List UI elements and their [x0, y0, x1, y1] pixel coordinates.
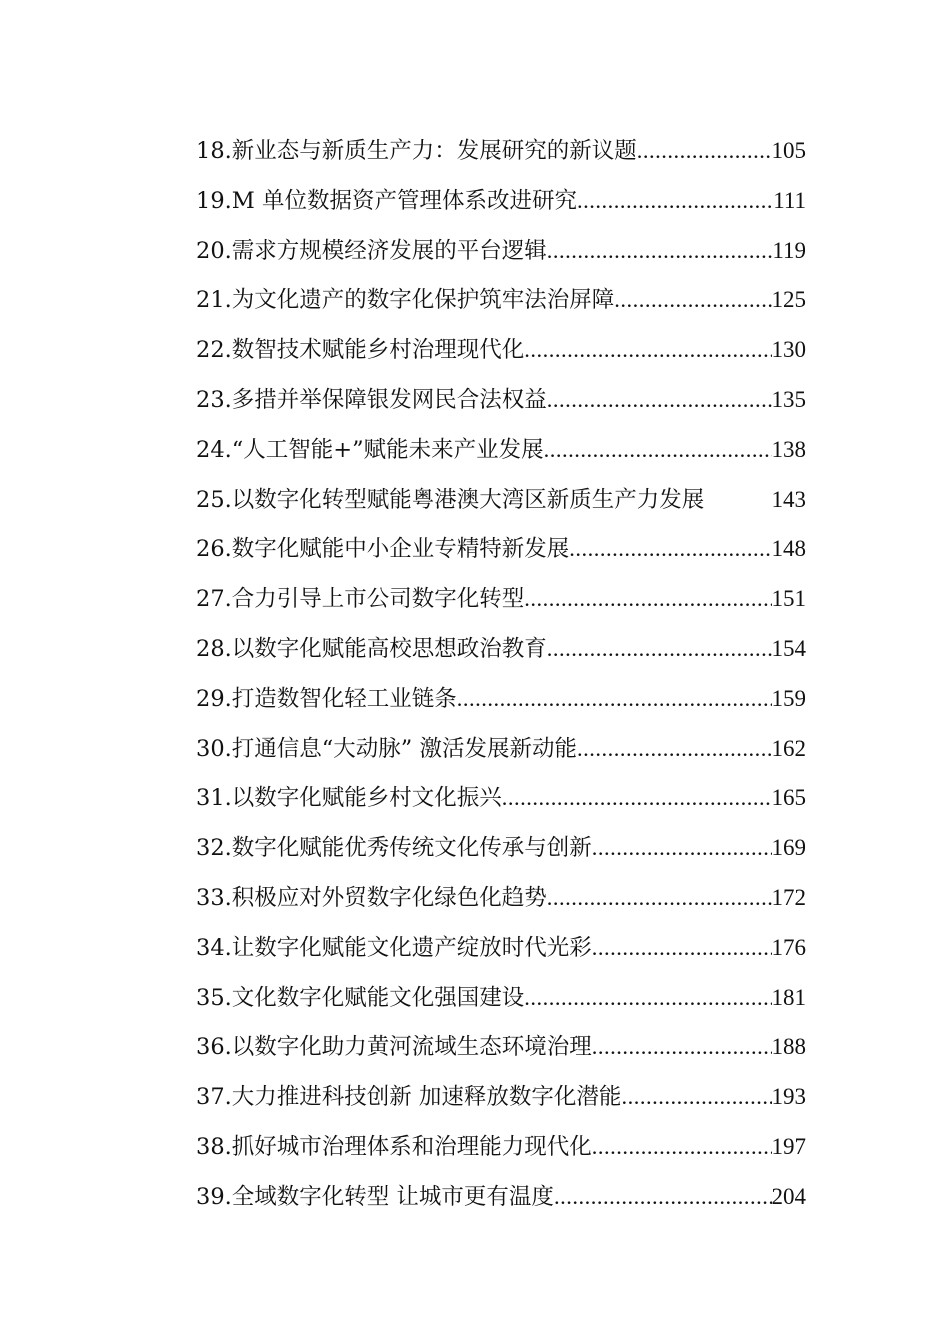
toc-dot-leader — [592, 1122, 772, 1172]
toc-dot-leader — [547, 624, 772, 674]
toc-entry[interactable] — [196, 773, 806, 823]
toc-entry-title: 28.以数字化赋能高校思想政治教育 — [196, 635, 547, 662]
toc-entry[interactable] — [196, 1172, 806, 1222]
toc-entry[interactable] — [196, 1122, 806, 1172]
toc-entry-page-number: 176 — [771, 934, 806, 960]
toc-entry[interactable] — [196, 873, 806, 923]
toc-entry-title: 35.文化数字化赋能文化强国建设 — [196, 984, 525, 1011]
toc-entry-page-number: 181 — [771, 984, 806, 1010]
toc-entry[interactable] — [196, 226, 806, 276]
toc-entry-page-number: 159 — [771, 685, 806, 711]
toc-entry-title: 25.以数字化转型赋能粤港澳大湾区新质生产力发展 — [196, 486, 705, 513]
toc-dot-leader — [547, 873, 772, 923]
toc-entry-title: 18.新业态与新质生产力：发展研究的新议题 — [196, 138, 637, 164]
toc-entry-page-number: 193 — [771, 1084, 806, 1110]
toc-entry-title: 36.以数字化助力黄河流域生态环境治理 — [196, 1034, 592, 1061]
toc-entry-page-number: 111 — [773, 187, 806, 213]
toc-entry[interactable] — [196, 176, 806, 226]
toc-dot-leader — [614, 275, 771, 325]
toc-entry-page-number: 130 — [771, 337, 806, 363]
toc-dot-leader — [554, 1172, 772, 1222]
toc-entry[interactable] — [196, 1022, 806, 1072]
toc-entry-title: 37.大力推进科技创新 加速释放数字化潜能 — [196, 1084, 622, 1111]
toc-entry-title: 29.打造数智化轻工业链条 — [196, 685, 457, 712]
toc-entry[interactable] — [196, 425, 806, 475]
toc-entry[interactable] — [196, 674, 806, 724]
toc-entry[interactable] — [196, 923, 806, 973]
toc-dot-leader — [569, 524, 771, 574]
toc-entry-page-number: 151 — [771, 586, 806, 612]
toc-dot-leader — [592, 1022, 772, 1072]
toc-entry[interactable] — [196, 624, 806, 674]
toc-entry[interactable] — [196, 275, 806, 325]
toc-entry-page-number: 138 — [771, 436, 806, 462]
toc-entry-title: 21.为文化遗产的数字化保护筑牢法治屏障 — [196, 287, 615, 314]
toc-entry-title: 24.“人工智能+”赋能未来产业发展 — [196, 436, 544, 463]
toc-dot-leader — [502, 773, 772, 823]
toc-entry-title: 38.抓好城市治理体系和治理能力现代化 — [196, 1133, 592, 1160]
toc-entry-title: 23.多措并举保障银发网民合法权益 — [196, 386, 547, 413]
toc-entry-title: 22.数智技术赋能乡村治理现代化 — [196, 337, 525, 364]
toc-dot-leader — [547, 375, 772, 425]
toc-entry[interactable] — [196, 574, 806, 624]
toc-entry-title: 20.需求方规模经济发展的平台逻辑 — [196, 237, 547, 264]
toc-dot-leader — [524, 325, 771, 375]
toc-dot-leader — [637, 126, 772, 176]
toc-entry-page-number: 135 — [771, 386, 806, 412]
toc-dot-leader — [592, 923, 772, 973]
toc-entry-title: 39.全域数字化转型 让城市更有温度 — [196, 1183, 554, 1210]
toc-entry-title: 19.M 单位数据资产管理体系改进研究 — [196, 187, 577, 214]
toc-entry-title: 26.数字化赋能中小企业专精特新发展 — [196, 536, 570, 563]
toc-dot-leader — [524, 973, 771, 1023]
toc-dot-leader — [577, 176, 773, 226]
toc-entry[interactable] — [196, 823, 806, 873]
toc-dot-leader — [577, 724, 772, 774]
toc-entry-page-number: 197 — [771, 1133, 806, 1159]
toc-entry[interactable] — [196, 475, 806, 525]
toc-entry[interactable] — [196, 1072, 806, 1122]
toc-dot-leader — [457, 674, 772, 724]
toc-entry-page-number: 172 — [771, 884, 806, 910]
toc-entry[interactable] — [196, 375, 806, 425]
toc-entry-page-number: 119 — [772, 237, 806, 263]
toc-entry-page-number: 165 — [771, 785, 806, 811]
toc-entry-title: 27.合力引导上市公司数字化转型 — [196, 586, 525, 613]
toc-entry-page-number: 154 — [771, 635, 806, 661]
toc-entry-page-number: 148 — [771, 536, 806, 562]
toc-entry-title: 32.数字化赋能优秀传统文化传承与创新 — [196, 835, 592, 862]
toc-entry-page-number: 143 — [771, 486, 806, 512]
toc-entry-page-number: 105 — [771, 138, 806, 163]
toc-dot-leader — [621, 1072, 771, 1122]
toc-dot-leader — [547, 226, 773, 276]
toc-dot-leader — [524, 574, 771, 624]
toc-entry-page-number: 169 — [771, 835, 806, 861]
table-of-contents — [196, 126, 806, 1222]
toc-entry[interactable] — [196, 973, 806, 1023]
toc-entry[interactable] — [196, 126, 806, 176]
toc-entry[interactable] — [196, 524, 806, 574]
toc-entry-title: 31.以数字化赋能乡村文化振兴 — [196, 785, 502, 812]
toc-entry-page-number: 162 — [771, 735, 806, 761]
toc-entry-page-number: 188 — [771, 1034, 806, 1060]
toc-entry-page-number: 125 — [771, 287, 806, 313]
toc-dot-leader — [544, 425, 772, 475]
toc-entry-page-number: 204 — [771, 1183, 806, 1209]
toc-dot-leader — [592, 823, 772, 873]
toc-entry-title: 30.打通信息“大动脉” 激活发展新动能 — [196, 735, 577, 762]
toc-entry-title: 33.积极应对外贸数字化绿色化趋势 — [196, 884, 547, 911]
toc-entry[interactable] — [196, 724, 806, 774]
toc-entry-title: 34.让数字化赋能文化遗产绽放时代光彩 — [196, 934, 592, 961]
toc-entry[interactable] — [196, 325, 806, 375]
